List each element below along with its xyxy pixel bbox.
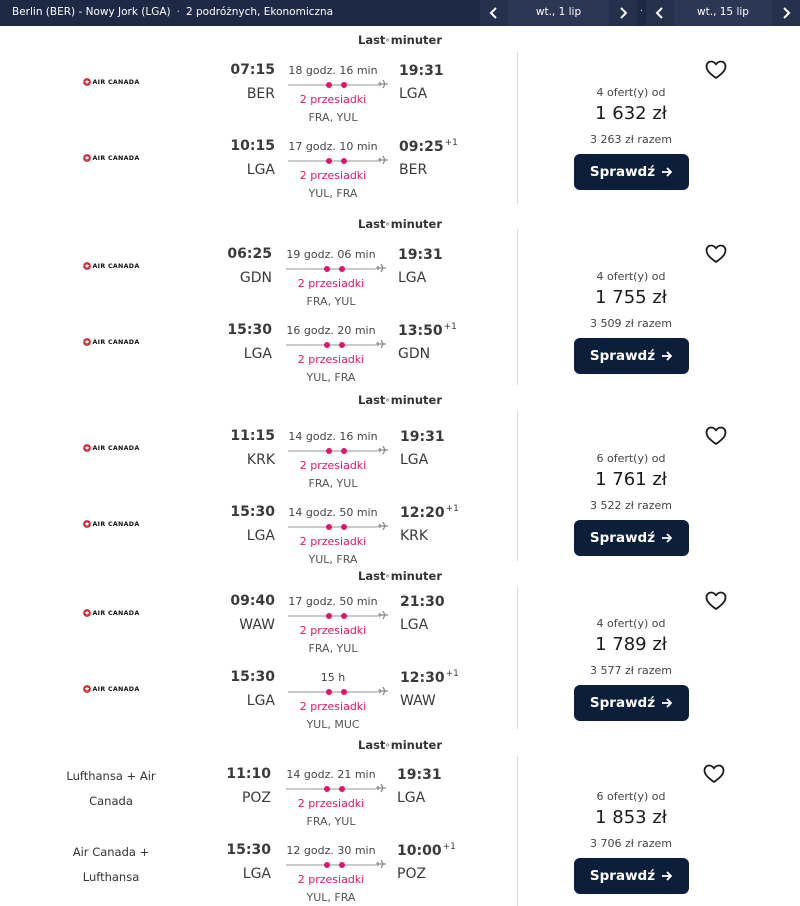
arrow-right-icon <box>661 870 673 882</box>
stops-count: 2 przesiadki <box>297 797 365 810</box>
clock-icon <box>386 217 389 231</box>
layover-airports: FRA, YUL <box>306 295 356 308</box>
stop-dot <box>324 266 330 272</box>
stop-dot <box>324 786 330 792</box>
departure-time: 09:40 <box>230 593 275 609</box>
offers-count: 4 ofert(y) od <box>596 270 666 283</box>
stop-dot <box>326 689 332 695</box>
arrow-right-icon <box>661 697 673 709</box>
airline-logo <box>62 677 160 701</box>
offers-count: 6 ofert(y) od <box>596 452 666 465</box>
clock-icon <box>386 33 389 47</box>
arrival-airport: WAW <box>400 693 436 709</box>
route-line <box>286 268 376 270</box>
arrow-right-icon <box>661 532 673 544</box>
stops-count: 2 przesiadki <box>297 277 365 290</box>
day-offset: +1 <box>443 322 457 332</box>
stop-dot <box>326 82 332 88</box>
air-canada-logo <box>83 520 140 528</box>
stop-dot <box>324 862 330 868</box>
total-price: 3 706 zł razem <box>590 837 672 850</box>
departure-airport: LGA <box>242 866 271 882</box>
plane-icon <box>377 520 389 532</box>
favourite-button[interactable] <box>705 426 727 446</box>
total-price: 3 509 zł razem <box>590 317 672 330</box>
day-offset: +1 <box>442 842 456 852</box>
check-offer-button[interactable] <box>574 858 689 894</box>
departure-time: 15:30 <box>230 669 275 685</box>
maple-leaf-icon <box>83 444 91 452</box>
route-line <box>288 160 378 162</box>
return-next-button[interactable] <box>772 0 800 26</box>
arrival-time <box>399 62 445 79</box>
provider-logo <box>358 737 442 753</box>
provider-name-b: minuter <box>390 33 442 47</box>
airline-name: AIR CANADA <box>92 78 140 86</box>
provider-name-b: minuter <box>390 217 442 231</box>
day-offset: +1 <box>445 669 459 679</box>
price: 1 761 zł <box>595 469 667 490</box>
flight-duration: 14 godz. 21 min <box>286 768 376 781</box>
check-offer-button[interactable] <box>574 154 689 190</box>
maple-leaf-icon <box>83 154 91 162</box>
arrival-airport: BER <box>399 162 428 178</box>
provider-name-a: Last <box>358 393 386 407</box>
air-canada-logo <box>83 262 140 270</box>
air-canada-logo <box>83 78 140 86</box>
heart-icon <box>705 244 727 264</box>
heart-icon <box>705 426 727 446</box>
heart-icon <box>705 60 727 80</box>
offers-count: 4 ofert(y) od <box>596 617 666 630</box>
departure-airport: GDN <box>239 270 272 286</box>
departure-airport: LGA <box>243 346 272 362</box>
arrival-time-value: 21:30 <box>400 594 445 610</box>
check-offer-label: Sprawdź <box>589 530 656 546</box>
maple-leaf-icon <box>83 78 91 86</box>
total-price: 3 522 zł razem <box>590 499 672 512</box>
flight-duration: 16 godz. 20 min <box>286 324 376 337</box>
stop-dot <box>341 689 347 695</box>
airline-name: AIR CANADA <box>92 338 140 346</box>
air-canada-logo <box>83 685 140 693</box>
arrival-time-value: 13:50 <box>398 323 443 339</box>
chevron-left-icon <box>655 7 665 19</box>
route-line <box>288 84 378 86</box>
stops-count: 2 przesiadki <box>299 93 367 106</box>
price: 1 632 zł <box>595 103 667 124</box>
clock-icon <box>386 738 389 752</box>
arrival-airport: LGA <box>397 790 426 806</box>
departure-time: 15:30 <box>227 322 272 338</box>
provider-name-b: minuter <box>390 569 442 583</box>
arrival-time-value: 19:31 <box>400 429 445 445</box>
stops-count: 2 przesiadki <box>299 700 367 713</box>
flight-duration: 17 godz. 50 min <box>288 595 378 608</box>
departure-time: 10:15 <box>230 138 275 154</box>
arrival-time <box>400 669 459 686</box>
arrow-right-icon <box>661 166 673 178</box>
stop-dot <box>341 613 347 619</box>
airline-logo <box>62 254 160 278</box>
depart-next-button[interactable] <box>609 0 637 26</box>
stops-count: 2 przesiadki <box>299 169 367 182</box>
arrival-time-value: 12:30 <box>400 670 445 686</box>
arrival-time <box>397 766 443 783</box>
layover-airports: YUL, FRA <box>306 891 356 904</box>
check-offer-label: Sprawdź <box>589 868 656 884</box>
plane-icon <box>375 782 387 794</box>
plane-icon <box>375 262 387 274</box>
offers-count: 6 ofert(y) od <box>596 790 666 803</box>
maple-leaf-icon <box>83 338 91 346</box>
clock-icon <box>386 393 389 407</box>
arrival-time <box>397 842 456 859</box>
flight-duration: 14 godz. 50 min <box>288 506 378 519</box>
favourite-button[interactable] <box>705 60 727 80</box>
arrow-right-icon <box>661 350 673 362</box>
stops-count: 2 przesiadki <box>297 873 365 886</box>
arrival-time-value: 19:31 <box>399 63 444 79</box>
airline-name: AIR CANADA <box>92 685 140 693</box>
maple-leaf-icon <box>83 520 91 528</box>
stop-dot <box>341 524 347 530</box>
plane-icon <box>377 78 389 90</box>
departure-airport: BER <box>246 86 275 102</box>
plane-icon <box>377 154 389 166</box>
provider-name-a: Last <box>358 738 386 752</box>
return-leg <box>0 504 520 574</box>
travellers-text: 2 podróżnych, Ekonomiczna <box>185 6 334 18</box>
outbound-leg <box>0 593 520 663</box>
departure-time: 07:15 <box>230 62 275 78</box>
route-line <box>288 450 378 452</box>
arrival-time <box>400 593 446 610</box>
layover-airports: FRA, YUL <box>308 642 358 655</box>
airline-name: AIR CANADA <box>92 520 140 528</box>
flight-duration: 18 godz. 16 min <box>288 64 378 77</box>
plane-icon <box>375 338 387 350</box>
departure-time: 15:30 <box>226 842 271 858</box>
airline-name: Lufthansa + Air Canada <box>66 769 156 808</box>
heart-icon <box>705 591 727 611</box>
stop-dot <box>326 613 332 619</box>
airline-name: AIR CANADA <box>92 444 140 452</box>
arrival-time <box>398 246 444 263</box>
separator: · <box>176 6 180 18</box>
arrival-airport: LGA <box>398 270 427 286</box>
arrival-airport: KRK <box>400 528 429 544</box>
departure-time: 11:15 <box>230 428 275 444</box>
layover-airports: FRA, YUL <box>306 815 356 828</box>
stop-dot <box>341 158 347 164</box>
check-offer-button[interactable] <box>574 685 689 721</box>
stop-dot <box>326 448 332 454</box>
layover-airports: YUL, MUC <box>306 718 360 731</box>
search-summary[interactable] <box>12 0 333 26</box>
arrival-time-value: 19:31 <box>398 247 443 263</box>
air-canada-logo <box>83 154 140 162</box>
stop-dot <box>341 448 347 454</box>
arrival-time-value: 10:00 <box>397 843 442 859</box>
chevron-right-icon <box>618 7 628 19</box>
stops-count: 2 przesiadki <box>299 535 367 548</box>
stops-count: 2 przesiadki <box>299 624 367 637</box>
provider-logo <box>358 32 442 48</box>
airline-name: AIR CANADA <box>92 609 140 617</box>
depart-prev-button[interactable] <box>480 0 508 26</box>
airline-logo <box>62 146 160 170</box>
favourite-button[interactable] <box>705 244 727 264</box>
airline-logo <box>62 70 160 94</box>
offers-count: 4 ofert(y) od <box>596 86 666 99</box>
heart-icon <box>703 764 725 784</box>
airline-logo <box>62 512 160 536</box>
date-separator: · <box>639 6 644 17</box>
return-leg <box>0 322 520 392</box>
arrival-time <box>400 428 446 445</box>
route-text: Berlin (BER) - Nowy Jork (LGA) <box>12 6 171 18</box>
departure-airport: WAW <box>239 617 275 633</box>
price: 1 755 zł <box>595 287 667 308</box>
stop-dot <box>339 786 345 792</box>
total-price: 3 577 zł razem <box>590 664 672 677</box>
favourite-button[interactable] <box>705 591 727 611</box>
airline-logo <box>62 330 160 354</box>
airline-name: Air Canada + Lufthansa <box>72 845 150 884</box>
outbound-leg <box>0 428 520 498</box>
departure-time: 11:10 <box>226 766 271 782</box>
layover-airports: FRA, YUL <box>308 111 358 124</box>
departure-time: 15:30 <box>230 504 275 520</box>
air-canada-logo <box>83 609 140 617</box>
arrival-airport: POZ <box>397 866 427 882</box>
departure-time: 06:25 <box>227 246 272 262</box>
airline-logo <box>62 601 160 625</box>
provider-logo <box>358 216 442 232</box>
provider-name-a: Last <box>358 569 386 583</box>
search-summary-bar <box>0 0 800 26</box>
check-offer-label: Sprawdź <box>589 164 656 180</box>
maple-leaf-icon <box>83 262 91 270</box>
price: 1 853 zł <box>595 807 667 828</box>
arrival-time <box>399 138 458 155</box>
return-leg <box>0 138 520 208</box>
maple-leaf-icon <box>83 685 91 693</box>
flight-duration: 19 godz. 06 min <box>286 248 376 261</box>
arrival-time-value: 19:31 <box>397 767 442 783</box>
route-line <box>288 615 378 617</box>
route-line <box>286 788 376 790</box>
return-prev-button[interactable] <box>646 0 674 26</box>
stop-dot <box>339 342 345 348</box>
return-date-picker <box>646 0 800 26</box>
stop-dot <box>341 82 347 88</box>
check-offer-label: Sprawdź <box>589 348 656 364</box>
stop-dot <box>324 342 330 348</box>
layover-airports: YUL, FRA <box>308 553 358 566</box>
provider-name-b: minuter <box>390 393 442 407</box>
check-offer-label: Sprawdź <box>589 695 656 711</box>
route-line <box>288 526 378 528</box>
route-line <box>286 864 376 866</box>
plane-icon <box>377 609 389 621</box>
return-leg <box>0 669 520 739</box>
chevron-right-icon <box>781 7 791 19</box>
provider-logo <box>358 392 442 408</box>
clock-icon <box>386 569 389 583</box>
layover-airports: YUL, FRA <box>308 187 358 200</box>
depart-date-picker <box>480 0 637 26</box>
airline-name: AIR CANADA <box>92 262 140 270</box>
price: 1 789 zł <box>595 634 667 655</box>
chevron-left-icon <box>489 7 499 19</box>
stop-dot <box>339 862 345 868</box>
layover-airports: FRA, YUL <box>308 477 358 490</box>
layover-airports: YUL, FRA <box>306 371 356 384</box>
plane-icon <box>377 444 389 456</box>
departure-airport: KRK <box>246 452 275 468</box>
plane-icon <box>377 685 389 697</box>
arrival-airport: LGA <box>400 452 429 468</box>
provider-logo <box>358 568 442 584</box>
depart-date[interactable]: wt., 1 lip <box>535 6 582 18</box>
arrival-airport: LGA <box>399 86 428 102</box>
stop-dot <box>326 158 332 164</box>
departure-airport: LGA <box>246 693 275 709</box>
airline-name: AIR CANADA <box>92 154 140 162</box>
flight-duration: 14 godz. 16 min <box>288 430 378 443</box>
departure-airport: LGA <box>246 528 275 544</box>
check-offer-button[interactable] <box>574 338 689 374</box>
maple-leaf-icon <box>83 609 91 617</box>
stop-dot <box>339 266 345 272</box>
arrival-time-value: 12:20 <box>400 505 445 521</box>
air-canada-logo <box>83 338 140 346</box>
day-offset: +1 <box>445 504 459 514</box>
stop-dot <box>326 524 332 530</box>
route-line <box>288 691 378 693</box>
provider-name-b: minuter <box>390 738 442 752</box>
arrival-airport: GDN <box>398 346 431 362</box>
flight-duration: 15 h <box>320 671 346 684</box>
total-price: 3 263 zł razem <box>590 133 672 146</box>
return-leg <box>0 842 520 906</box>
air-canada-logo <box>83 444 140 452</box>
outbound-leg <box>0 62 520 132</box>
favourite-button[interactable] <box>703 764 725 784</box>
route-line <box>286 344 376 346</box>
plane-icon <box>375 858 387 870</box>
outbound-leg <box>0 246 520 316</box>
provider-name-a: Last <box>358 33 386 47</box>
departure-airport: POZ <box>241 790 271 806</box>
stops-count: 2 przesiadki <box>297 353 365 366</box>
stops-count: 2 przesiadki <box>299 459 367 472</box>
arrival-time <box>398 322 457 339</box>
arrival-time <box>400 504 459 521</box>
provider-name-a: Last <box>358 217 386 231</box>
outbound-leg <box>0 766 520 836</box>
airline-logo <box>62 436 160 460</box>
flight-duration: 12 godz. 30 min <box>286 844 376 857</box>
arrival-time-value: 09:25 <box>399 139 444 155</box>
departure-airport: LGA <box>246 162 275 178</box>
day-offset: +1 <box>444 138 458 148</box>
return-date[interactable]: wt., 15 lip <box>697 6 749 18</box>
check-offer-button[interactable] <box>574 520 689 556</box>
arrival-airport: LGA <box>400 617 429 633</box>
flight-duration: 17 godz. 10 min <box>288 140 378 153</box>
